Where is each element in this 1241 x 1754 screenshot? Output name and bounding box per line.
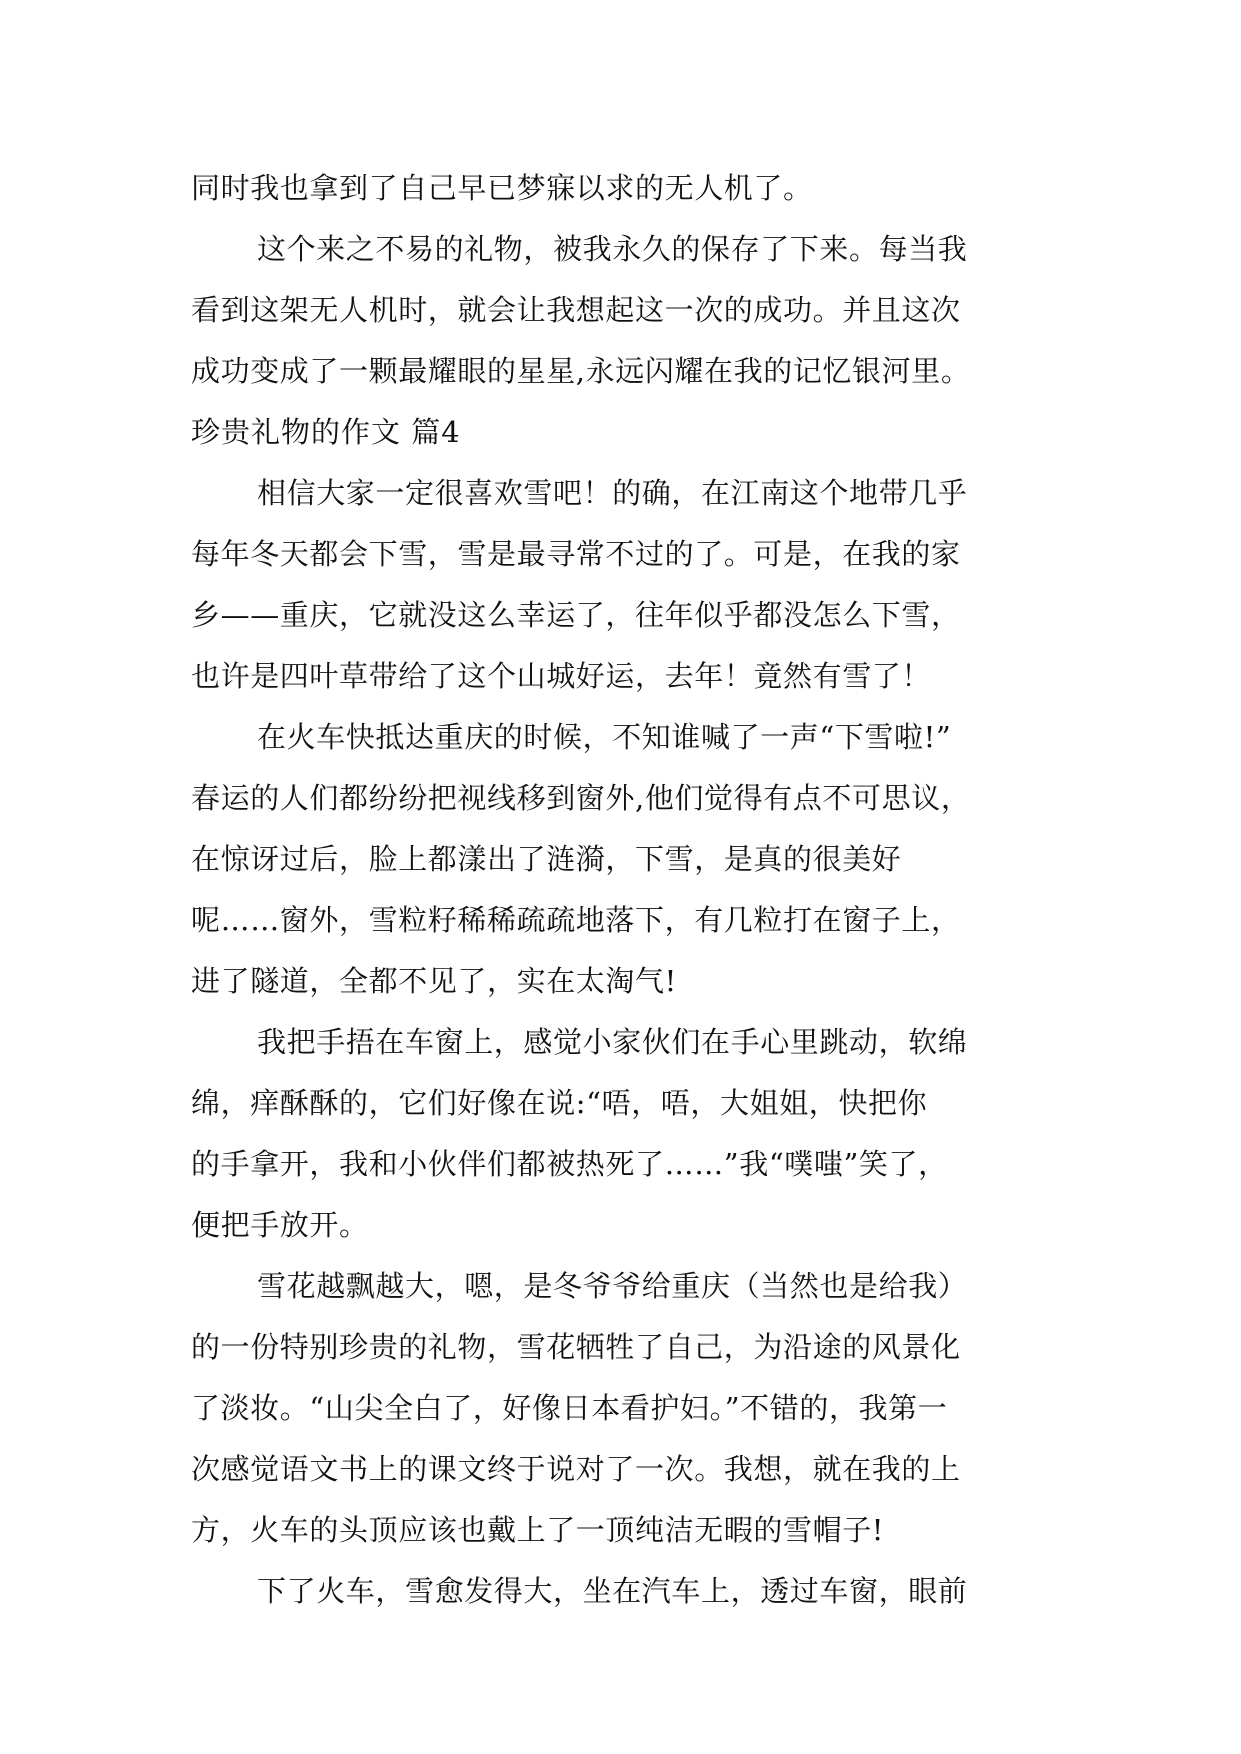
text-line: 进了隧道，全都不见了，实在太淘气! [191,964,677,998]
text-line: 相信大家一定很喜欢雪吧！的确，在江南这个地带几乎 [257,476,968,510]
text-line: 下了火车，雪愈发得大，坐在汽车上，透过车窗，眼前 [257,1574,968,1608]
text-line: 看到这架无人机时，就会让我想起这一次的成功。并且这次 [191,293,961,327]
text-line: 次感觉语文书上的课文终于说对了一次。我想，就在我的上 [191,1452,961,1486]
text-line: 方，火车的头顶应该也戴上了一顶纯洁无暇的雪帽子! [191,1513,885,1547]
text-line: 这个来之不易的礼物，被我永久的保存了下来。每当我 [257,232,968,266]
section-heading: 珍贵礼物的作文 篇4 [191,415,461,449]
text-line: 春运的人们都纷纷把视线移到窗外,他们觉得有点不可思议， [191,781,971,815]
text-line: 雪花越飘越大，嗯，是冬爷爷给重庆（当然也是给我） [257,1269,968,1303]
text-line: 同时我也拿到了自己早已梦寐以求的无人机了。 [191,171,813,205]
text-line: 绵，痒酥酥的，它们好像在说:“唔，唔，大姐姐，快把你 [191,1086,928,1120]
text-line: 成功变成了一颗最耀眼的星星,永远闪耀在我的记忆银河里。 [191,354,971,388]
document-body [191,158,1071,1622]
text-line: 在惊讶过后，脸上都漾出了涟漪，下雪，是真的很美好 [191,842,902,876]
text-line: 呢……窗外，雪粒籽稀稀疏疏地落下，有几粒打在窗子上， [191,903,961,937]
text-line: 的一份特别珍贵的礼物，雪花牺牲了自己，为沿途的风景化 [191,1330,961,1364]
text-line: 在火车快抵达重庆的时候，不知谁喊了一声“下雪啦!” [257,720,952,754]
text-line: 的手拿开，我和小伙伴们都被热死了……”我“噗嗤”笑了， [191,1147,948,1181]
text-line: 也许是四叶草带给了这个山城好运，去年！竟然有雪了！ [191,659,932,693]
text-line: 每年冬天都会下雪，雪是最寻常不过的了。可是，在我的家 [191,537,961,571]
text-line: 了淡妆。“山尖全白了，好像日本看护妇。”不错的，我第一 [191,1391,948,1425]
text-line: 我把手捂在车窗上，感觉小家伙们在手心里跳动，软绵 [257,1025,968,1059]
text-line: 便把手放开。 [191,1208,369,1242]
text-line: 乡——重庆，它就没这么幸运了，往年似乎都没怎么下雪， [191,598,961,632]
